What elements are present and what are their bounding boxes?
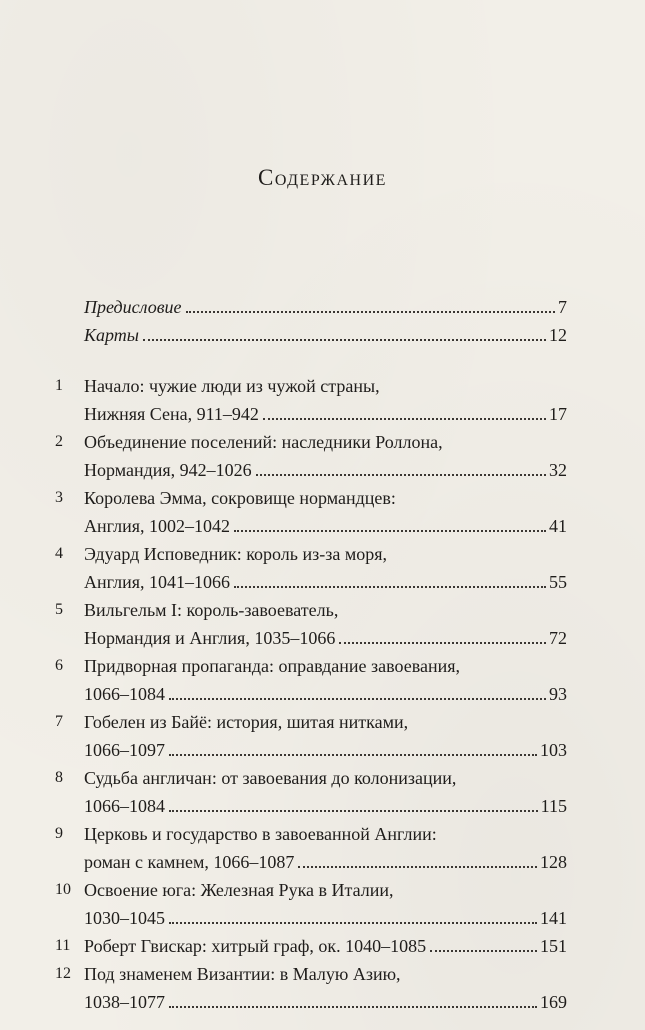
chapter-number: 7: [55, 713, 63, 730]
dot-leader: [169, 754, 537, 756]
toc-chapter-7[interactable]: [55, 708, 567, 764]
chapter-page-number: 93: [549, 684, 567, 704]
dot-leader: [234, 530, 546, 532]
chapter-title-line1: Судьба англичан: от завоевания до колонизации,: [84, 768, 457, 788]
chapter-title-line1: Королева Эмма, сокровище нормандцев:: [84, 488, 396, 508]
chapter-title-line2: Нижняя Сена, 911–942: [84, 404, 259, 424]
chapter-title-line1: Церковь и государство в завоеванной Англии:: [84, 824, 437, 844]
toc-chapter-2[interactable]: [55, 428, 567, 484]
chapter-title-line1: Вильгельм I: король-завоеватель,: [84, 600, 339, 620]
chapter-page-number: 169: [540, 992, 567, 1012]
chapter-title-line2: 1066–1084: [84, 796, 165, 816]
chapter-page-number: 151: [540, 936, 567, 956]
toc-chapter-4[interactable]: [55, 540, 567, 596]
chapter-page-number: 141: [540, 908, 567, 928]
toc-entry-maps[interactable]: [84, 325, 567, 353]
chapter-number: 8: [55, 769, 63, 786]
chapter-list: [55, 372, 567, 1016]
toc-chapter-5[interactable]: [55, 596, 567, 652]
dot-leader: [143, 339, 546, 341]
toc-chapter-10[interactable]: [55, 876, 567, 932]
dot-leader: [169, 810, 538, 812]
chapter-title-line1: Эдуард Исповедник: король из-за моря,: [84, 544, 387, 564]
chapter-title-line1: Освоение юга: Железная Рука в Италии,: [84, 880, 394, 900]
chapter-title-line2: Англия, 1002–1042: [84, 516, 230, 536]
chapter-title-line1: Гобелен из Байё: история, шитая нитками,: [84, 712, 409, 732]
toc-chapter-3[interactable]: [55, 484, 567, 540]
chapter-title-line2: роман с камнем, 1066–1087: [84, 852, 295, 872]
page-title: Содержание: [258, 165, 387, 191]
entry-page-number: 7: [558, 297, 567, 317]
chapter-number: 11: [55, 937, 71, 954]
front-matter-list: [55, 297, 567, 353]
entry-label: Карты: [84, 325, 139, 345]
toc-chapter-11[interactable]: [55, 932, 567, 960]
toc-chapter-9[interactable]: [55, 820, 567, 876]
chapter-title-line2: 1066–1097: [84, 740, 165, 760]
dot-leader: [256, 474, 546, 476]
entry-label: Предисловие: [84, 297, 182, 317]
chapter-title-line1: Объединение поселений: наследники Роллона,: [84, 432, 443, 452]
dot-leader: [186, 311, 555, 313]
chapter-page-number: 41: [549, 516, 567, 536]
chapter-page-number: 55: [549, 572, 567, 592]
chapter-number: 10: [55, 881, 71, 898]
toc-entry-preface[interactable]: [84, 297, 567, 325]
chapter-title-line2: 1038–1077: [84, 992, 165, 1012]
toc-chapter-6[interactable]: [55, 652, 567, 708]
dot-leader: [430, 950, 537, 952]
chapter-page-number: 103: [540, 740, 567, 760]
dot-leader: [234, 586, 546, 588]
chapter-number: 12: [55, 965, 71, 982]
chapter-title-line1: Начало: чужие люди из чужой страны,: [84, 376, 380, 396]
chapter-number: 2: [55, 433, 63, 450]
chapter-title-line1: Роберт Гвискар: хитрый граф, ок. 1040–1085: [84, 936, 427, 956]
chapter-number: 6: [55, 657, 63, 674]
dot-leader: [263, 418, 546, 420]
dot-leader: [169, 698, 546, 700]
dot-leader: [169, 922, 537, 924]
chapter-number: 9: [55, 825, 63, 842]
entry-page-number: 12: [549, 325, 567, 345]
chapter-title-line2: 1066–1084: [84, 684, 165, 704]
chapter-page-number: 115: [540, 796, 567, 816]
chapter-number: 4: [55, 545, 63, 562]
chapter-title-line2: Англия, 1041–1066: [84, 572, 230, 592]
chapter-title-line1: Придворная пропаганда: оправдание завоевания,: [84, 656, 461, 676]
chapter-number: 5: [55, 601, 63, 618]
toc-chapter-12[interactable]: [55, 960, 567, 1016]
chapter-page-number: 128: [540, 852, 567, 872]
chapter-title-line2: Нормандия, 942–1026: [84, 460, 252, 480]
chapter-title-line2: Нормандия и Англия, 1035–1066: [84, 628, 336, 648]
chapter-page-number: 32: [549, 460, 567, 480]
dot-leader: [298, 866, 537, 868]
chapter-number: 1: [55, 377, 63, 394]
chapter-title-line1: Под знаменем Византии: в Малую Азию,: [84, 964, 401, 984]
toc-chapter-1[interactable]: [55, 372, 567, 428]
dot-leader: [339, 642, 546, 644]
toc-chapter-8[interactable]: [55, 764, 567, 820]
dot-leader: [169, 1006, 537, 1008]
chapter-page-number: 72: [549, 628, 567, 648]
chapter-number: 3: [55, 489, 63, 506]
chapter-page-number: 17: [549, 404, 567, 424]
chapter-title-line2: 1030–1045: [84, 908, 165, 928]
